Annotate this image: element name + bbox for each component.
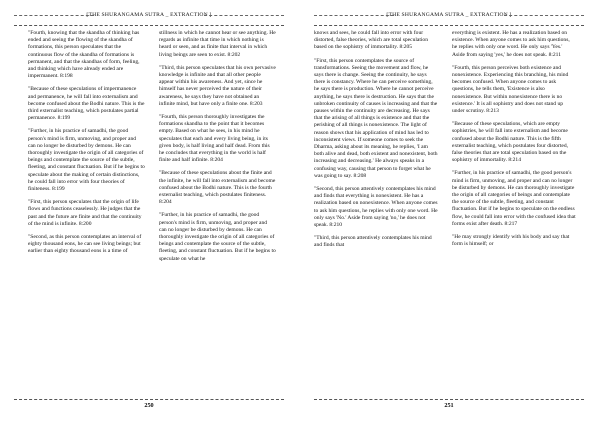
header-rule-right bbox=[504, 15, 584, 16]
paragraph: "Third, this person speculates that his own pervasive knowledge is infinite and that all other people appear within his awareness. And yet, since he himself has never perceived the nature of their awareness, he says they have not obtained an infinite mind, but have only a finite one. 8:203 bbox=[159, 64, 276, 107]
paragraph: "Because of these speculations of impermanence and permanence, he will fall into externalism and become confused about the Bodhi nature. This is the third externalist teaching, which postulates partial permanence. 8:199 bbox=[28, 86, 145, 122]
page-header bbox=[14, 11, 284, 26]
header-rule-left bbox=[314, 15, 394, 16]
paragraph: "Fourth, this person perceives both existence and nonexistence. Experiencing this branching, his mind becomes confused. When anyone comes to ask questions, he tells them, 'Existence is also nonexistence. But within nonexistence there is no existence.' It is all sophistry and does not stand up under scrutiny. 8:213 bbox=[452, 64, 569, 115]
paragraph: "Third, this person attentively contemplates his mind and finds that bbox=[314, 235, 432, 249]
header-rule-left bbox=[14, 15, 94, 16]
header-title: [THE SHURANGAMA SUTRA _ EXTRACTION ] bbox=[386, 12, 512, 18]
text-column-1 bbox=[314, 30, 438, 400]
paragraph: "Further, in his practice of samadhi, the good person's mind is firm, unmoving, and proper and can no longer be disturbed by demons. He can thoroughly investigate the origin of all categories of beings and contemplate the source of the subtle, fleeting, and constant fluctuation. But if he begins to speculate on what he bbox=[159, 212, 276, 262]
header-rule-right bbox=[204, 15, 284, 16]
paragraph: "Fourth, knowing that the skandha of thinking has ended and seeing the flowing of the skandha of formations, this person speculates that the continuous flow of the skandha of formations is permanent, and that the skandhas of form, feeling, and thinking which have already ended are impermanent. 8:198 bbox=[28, 30, 140, 80]
paragraph: "Because of these speculations, which are empty sophistries, he will fall into externalism and become confused about the Bodhi nature. This is the fifth externalist teaching, which postulates four distorted, false theories that are total speculation based on the sophistry of immortality. 8:214 bbox=[452, 121, 568, 164]
paragraph: "First, this person contemplates the source of transformations. Seeing the movement and flow, he says there is change. Seeing the continuity, he says there is constancy. Where he can perceive something, he says there is production. Where he cannot perceive anything, he says there is destruction. He says that the unbroken continuity of causes is increasing and that the pauses within the continuity are decreasing. He says that the arising of all things is existence and that the perishing of all things is nonexistence. The light of reason shows that his application of mind has led to inconsistent views. If someone comes to seek the Dharma, asking about its meaning, he replies, 'I am both alive and dead, both existent and nonexistent, both increasing and decreasing.' He always speaks in a confusing way, causing that person to forget what he was going to say. 8:208 bbox=[314, 57, 438, 179]
paragraph: "Fourth, this person thoroughly investigates the formations skandha to the point that it becomes empty. Based on what he sees, in his mind he speculates that each and every living being, in its given body, is half living and half dead. From this he concludes that everything in the world is half finite and half infinite. 8:204 bbox=[159, 114, 270, 164]
paragraph: everything is existent. He has a realization based on existence. When anyone comes to ask him questions, he replies with only one word. He only says 'Yes.' Aside from saying 'yes,' he does not speak. 8:211 bbox=[452, 30, 570, 58]
paragraph: "First, this person speculates that the origin of life flows and functions ceaselessly. He judges that the past and the future are finite and that the continuity of the mind is infinite. 8:200 bbox=[28, 199, 142, 227]
paragraph: "Because of these speculations about the finite and the infinite, he will fall into externalism and become confused about the Bodhi nature. This is the fourth externalist teaching, which postulates finiteness. 8:204 bbox=[159, 170, 276, 206]
page-number: 251 bbox=[314, 399, 584, 414]
text-column-1 bbox=[28, 30, 145, 400]
text-column-2 bbox=[159, 30, 276, 400]
paragraph: "Further, in his practice of samadhi, the good person's mind is firm, unmoving, and proper and can no longer be disturbed by demons. He can thoroughly investigate the origin of all categories of beings and contemplate the source of the subtle, fleeting, and constant fluctuation. But if he begins to speculate on the endless flow, he could fall into error with the confused idea that forms exist after death. 8:217 bbox=[452, 170, 576, 227]
paragraph: stillness in which he cannot hear or see anything. He regards as infinite that time in which nothing is heard or seen, and as finite that interval in which living beings are seen to exist. 8:202 bbox=[159, 30, 276, 58]
text-columns bbox=[28, 30, 276, 400]
paragraph: "Second, as this person contemplates an interval of eighty thousand eons, he can see living beings; but earlier than eighty thousand eons is a time of bbox=[28, 234, 142, 255]
paragraph: "He may strongly identify with his body and say that form is himself; or bbox=[452, 234, 570, 248]
header-title: [THE SHURANGAMA SUTRA _ EXTRACTION ] bbox=[86, 12, 212, 18]
page-number: 250 bbox=[14, 399, 284, 414]
paragraph: "Further, in his practice of samadhi, the good person's mind is firm, unmoving, and proper and can no longer be disturbed by demons. He can thoroughly investigate the origin of all categories of beings and contemplate the source of the subtle, fleeting, and constant fluctuation. But if he begins to speculate about the making of certain distinctions, he could fall into error with four theories of finiteness. 8:199 bbox=[28, 128, 145, 193]
text-columns bbox=[314, 30, 576, 400]
page-header bbox=[314, 11, 584, 26]
right-page bbox=[300, 0, 600, 424]
text-column-2 bbox=[452, 30, 576, 400]
paragraph: knows and sees, he could fall into error with four distorted, false theories, which are total speculation based on the sophistry of immortality. 8:205 bbox=[314, 30, 428, 51]
paragraph: "Second, this person attentively contemplates his mind and finds that everything is nonexistent. He has a realization based on nonexistence. When anyone comes to ask him questions, he replies with only one word. He only says 'No.' Aside from saying 'no,' he does not speak. 8:210 bbox=[314, 186, 438, 229]
